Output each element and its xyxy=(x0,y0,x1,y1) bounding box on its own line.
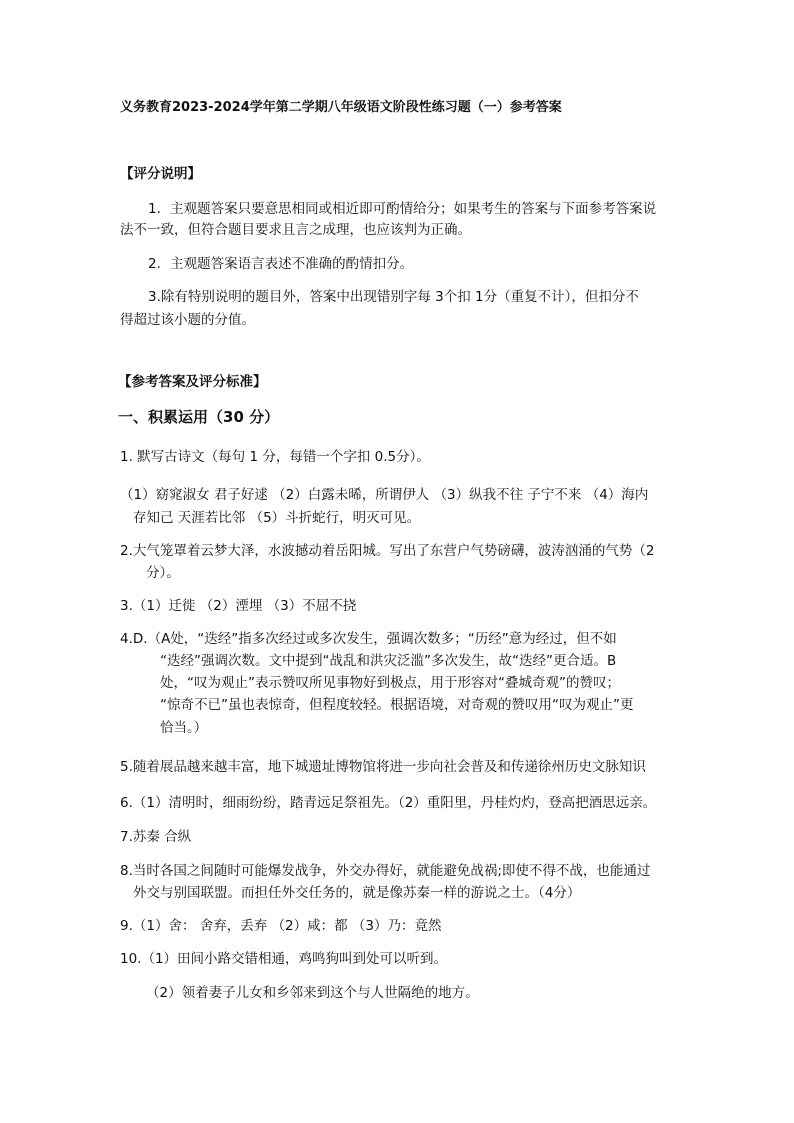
q5-answer: 5.随着展品越来越丰富，地下城遗址博物馆将进一步向社会普及和传递徐州历史文脉知识 xyxy=(120,759,646,775)
q7-answer: 7.苏秦 合纵 xyxy=(120,829,192,845)
q3-answer: 3.（1）迁徙 （2）湮埋 （3）不屈不挠 xyxy=(120,598,357,614)
q4-answer-line-3: 处，“叹为观止”表示赞叹所见事物好到极点，用于形容对“叠城奇观”的赞叹； xyxy=(160,675,620,691)
q2-answer-line-1: 2.大气笼罩着云梦大泽，水波撼动着岳阳城。写出了东营户气势磅礴，波涛汹涌的气势（2 xyxy=(120,543,655,559)
grading-note-1-line-1: 1．主观题答案只要意思相同或相近即可酌情给分；如果考生的答案与下面参考答案说 xyxy=(148,201,657,217)
document-title: 义务教育2023-2024学年第二学期八年级语文阶段性练习题（一）参考答案 xyxy=(120,100,562,115)
q10-answer-line-1: 10.（1）田间小路交错相通，鸡鸣狗叫到处可以听到。 xyxy=(120,951,448,967)
q1-stem: 1. 默写古诗文（每句 1 分，每错一个字扣 0.5分）。 xyxy=(120,449,430,465)
q6-answer: 6.（1）清明时，细雨纷纷，踏青远足祭祖先。（2）重阳里，丹桂灼灼，登高把酒思远亲。 xyxy=(120,795,657,811)
q1-answer-line-1: （1）窈窕淑女 君子好逑 （2）白露未晞，所谓伊人 （3）纵我不往 子宁不来 （4）海内 xyxy=(120,487,649,503)
grading-note-2: 2．主观题答案语言表述不准确的酌情扣分。 xyxy=(148,256,414,272)
q4-answer-line-1: 4.D.（A处，“迭经”指多次经过或多次发生，强调次数多；“历经”意为经过，但不如 xyxy=(120,631,617,647)
q4-answer-line-2: “迭经”强调次数。文中提到“战乱和洪灾泛滥”多次发生，故“迭经”更合适。B xyxy=(160,653,617,669)
q8-answer-line-1: 8.当时各国之间随时可能爆发战争，外交办得好，就能避免战祸;即使不得不战，也能通过 xyxy=(120,863,651,879)
q9-answer: 9.（1）舍： 舍弃，丢弃 （2）咸：都 （3）乃：竟然 xyxy=(120,918,442,934)
grading-note-1-line-2: 法不一致，但符合题目要求且言之成理，也应该判为正确。 xyxy=(120,222,471,238)
q4-answer-line-4: “惊奇不已”虽也表惊奇，但程度较轻。根据语境，对奇观的赞叹用“叹为观止”更 xyxy=(160,697,634,713)
grading-notes-heading: 【评分说明】 xyxy=(120,166,201,182)
section-1-heading: 一、积累运用（30 分） xyxy=(118,408,280,426)
q10-answer-line-2: （2）领着妻子儿女和乡邻来到这个与人世隔绝的地方。 xyxy=(146,985,479,1001)
answers-heading: 【参考答案及评分标准】 xyxy=(118,374,267,390)
q2-answer-line-2: 分）。 xyxy=(146,565,180,581)
grading-note-3-line-2: 得超过该小题的分值。 xyxy=(120,312,255,328)
q1-answer-line-2: 存知己 天涯若比邻 （5）斗折蛇行，明灭可见。 xyxy=(133,510,421,526)
q8-answer-line-2: 外交与别国联盟。而担任外交任务的，就是像苏秦一样的游说之士。（4分） xyxy=(133,885,581,901)
grading-note-3-line-1: 3.除有特别说明的题目外，答案中出现错别字每 3个扣 1分（重复不计），但扣分不 xyxy=(148,289,639,305)
q4-answer-line-5: 恰当。） xyxy=(160,720,208,736)
